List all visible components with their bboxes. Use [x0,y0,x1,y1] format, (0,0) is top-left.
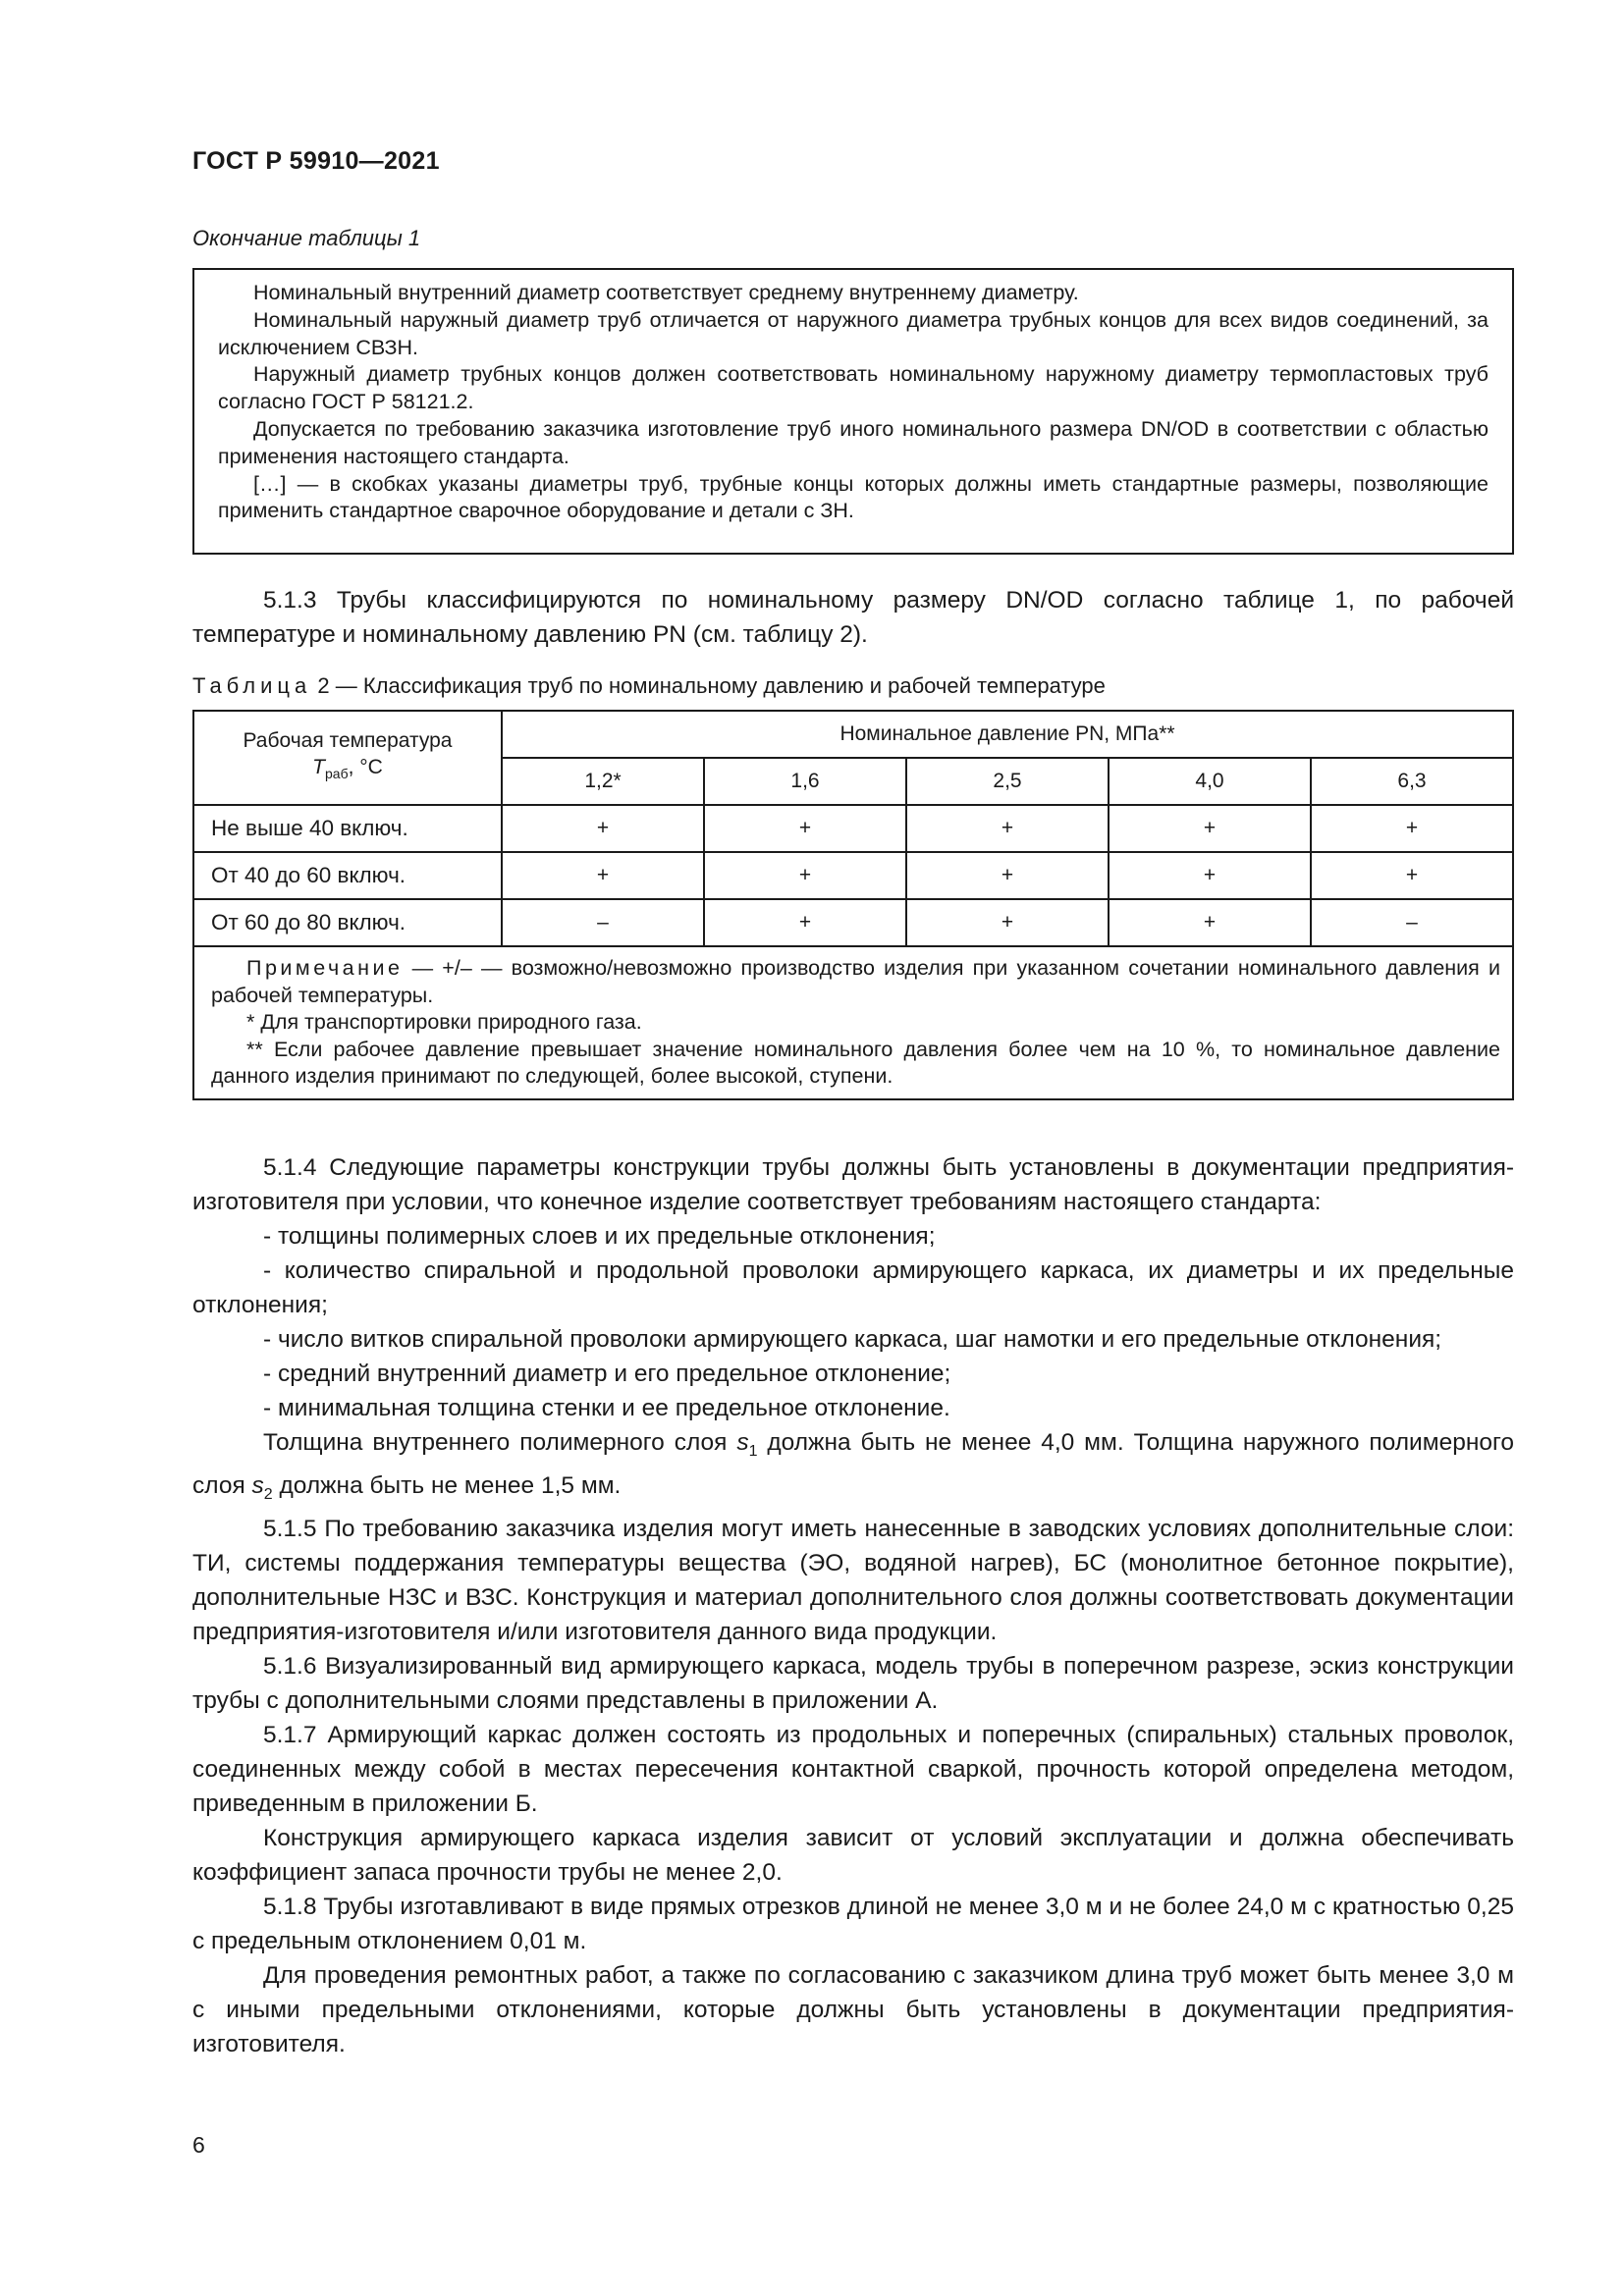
section-5-1-3 [192,583,1514,652]
list-item: - минимальная толщина стенки и ее предельное отклонение. [263,1395,950,1421]
table-cell: + [1109,852,1311,899]
table2-footnote-2: ** Если рабочее давление превышает значение номинального давления более чем на 10 %, то номинальное давление данного изделия принимают по следующей, более высокой, ступени. [211,1037,1500,1088]
pressure-column: 4,0 [1109,758,1311,805]
table-cell: + [1109,899,1311,946]
table-cell: + [906,852,1109,899]
table2-notes [193,946,1513,1099]
list-item: - число витков спиральной проволоки армирующего каркаса, шаг намотки и его предельные отклонения; [263,1326,1442,1353]
pressure-column: 1,6 [704,758,906,805]
table-cell: + [1109,805,1311,852]
table-cell: + [906,805,1109,852]
table-cell: + [1311,852,1513,899]
list-item: - средний внутренний диаметр и его предельное отклонение; [263,1361,951,1387]
table1-note: […] — в скобках указаны диаметры труб, трубные концы которых должны иметь стандартные размеры, позволяющие применить стандартное сварочное оборудование и детали с ЗН. [218,471,1489,523]
row-label: От 40 до 60 включ. [193,852,502,899]
table2-footnote-1: * Для транспортировки природного газа. [246,1010,642,1034]
standard-header: ГОСТ Р 59910—2021 [192,147,440,175]
table2-caption-text: 2 — Классификация труб по номинальному давлению и рабочей температуре [317,673,1106,698]
paragraph-5-1-7-cont: Конструкция армирующего каркаса изделия зависит от условий эксплуатации и должна обеспечивать коэффициент запаса прочности трубы не менее 2,0. [192,1824,1514,1886]
table1-note: Допускается по требованию заказчика изготовление труб иного номинального размера DN/OD в соответствии с областью применения настоящего стандарта. [218,416,1489,468]
table2-note: Примечание — +/– — возможно/невозможно производство изделия при указанном сочетании номинального давления и рабочей температуры. [211,956,1500,1007]
pressure-column: 1,2* [502,758,704,805]
table-cell: + [502,805,704,852]
table2-caption [192,673,1106,699]
temperature-header: Рабочая температура $T_{раб}$, °С [193,711,502,805]
paragraph-5-1-4: 5.1.4 Следующие параметры конструкции трубы должны быть установлены в документации предприятия-изготовителя при условии, что конечное изделие соответствует требованиям настоящего стандарта: [192,1154,1514,1215]
table-cell: + [502,852,704,899]
paragraph-5-1-8-cont: Для проведения ремонтных работ, а также по согласованию с заказчиком длина труб может быть менее 3,0 м с иными предельными отклонениями, которые должны быть установлены в документации предприятия-изготовителя. [192,1961,1514,2057]
paragraph-5-1-3: 5.1.3 Трубы классифицируются по номинальному размеру DN/OD согласно таблице 1, по рабочей температуре и номинальному давлению PN (см. таблицу 2). [192,587,1514,648]
pressure-column: 6,3 [1311,758,1513,805]
table-cell: – [1311,899,1513,946]
table1-continuation-caption: Окончание таблицы 1 [192,226,421,250]
table-cell: + [704,852,906,899]
table-cell: + [906,899,1109,946]
table1-note: Номинальный наружный диаметр труб отличается от наружного диаметра трубных концов для всех видов соединений, за исключением СВЗН. [218,307,1489,359]
pressure-temperature-table [192,710,1514,1100]
table2-caption-word: Таблица [192,673,312,698]
table-cell: – [502,899,704,946]
row-label: Не выше 40 включ. [193,805,502,852]
pressure-header: Номинальное давление PN, МПа** [502,711,1513,758]
table-row [193,805,1513,852]
pressure-column: 2,5 [906,758,1109,805]
paragraph-layer-thickness: Толщина внутреннего полимерного слоя $s_1$ должна быть не менее 4,0 мм. Толщина наружного полимерного слоя $s_2$ должна быть не менее 1,5 мм. [192,1429,1515,1503]
paragraph-5-1-6: 5.1.6 Визуализированный вид армирующего каркаса, модель трубы в поперечном разрезе, эскиз конструкции трубы с дополнительными слоями представлены в приложении А. [192,1652,1514,1714]
row-label: От 60 до 80 включ. [193,899,502,946]
paragraph-5-1-7: 5.1.7 Армирующий каркас должен состоять из продольных и поперечных (спиральных) стальных проволок, соединенных между собой в местах пересечения контактной сваркой, прочность которой определена методом, приведенным в приложении Б. [192,1721,1514,1817]
table-row [193,899,1513,946]
section-5-1-4-to-5-1-8 [192,1150,1514,2061]
table1-note: Наружный диаметр трубных концов должен соответствовать номинальному наружному диаметру термопластовых труб согласно ГОСТ Р 58121.2. [218,362,1489,414]
table-cell: + [704,899,906,946]
table-cell: + [704,805,906,852]
table-row [193,852,1513,899]
table-cell: + [1311,805,1513,852]
table1-note: Номинальный внутренний диаметр соответствует среднему внутреннему диаметру. [253,281,1079,304]
list-item: - количество спиральной и продольной проволоки армирующего каркаса, их диаметры и их предельные отклонения; [192,1257,1514,1318]
list-item: - толщины полимерных слоев и их предельные отклонения; [263,1223,936,1250]
page-number: 6 [192,2132,205,2158]
paragraph-5-1-5: 5.1.5 По требованию заказчика изделия могут иметь нанесенные в заводских условиях дополнительные слои: ТИ, системы поддержания температуры вещества (ЭО, водяной нагрев), БС (монолитное бетонное покрытие), дополнительные НЗС и ВЗС. Конструкция и материал дополнительного слоя должны соответствовать документации предприятия-изготовителя и/или изготовителя данного вида продукции. [192,1515,1514,1645]
table1-notes-box [192,268,1514,555]
paragraph-5-1-8: 5.1.8 Трубы изготавливают в виде прямых отрезков длиной не менее 3,0 м и не более 24,0 м с кратностью 0,25 с предельным отклонением 0,01 м. [192,1893,1514,1954]
